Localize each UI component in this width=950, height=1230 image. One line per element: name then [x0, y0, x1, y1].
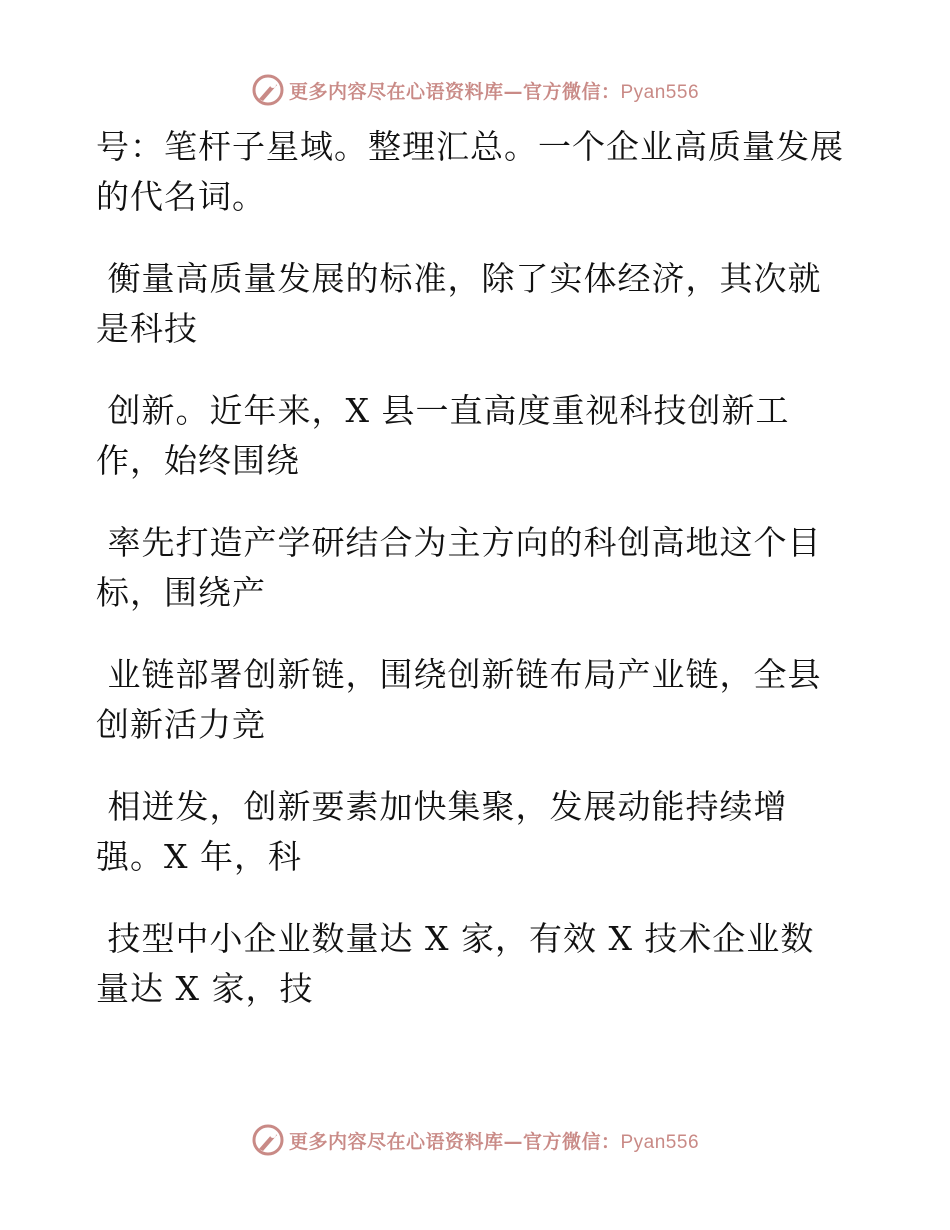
text-line: 作，始终围绕 — [96, 441, 300, 480]
text-line: 标，围绕产 — [96, 573, 266, 612]
paragraph-gap — [96, 222, 896, 254]
document-body — [96, 122, 896, 1014]
paragraph — [96, 122, 896, 222]
header-watermark-text — [289, 77, 699, 104]
text-line: 业链部署创新链，围绕创新链布局产业链，全县 — [96, 655, 822, 694]
paragraph — [96, 914, 896, 1014]
text-line: 量达 X 家，技 — [96, 969, 314, 1008]
text-line: 是科技 — [96, 309, 198, 348]
text-line: 相迸发，创新要素加快集聚，发展动能持续增 — [96, 787, 788, 826]
paragraph — [96, 518, 896, 618]
paragraph-gap — [96, 354, 896, 386]
header-watermark — [0, 70, 950, 110]
header-separator: — — [503, 80, 523, 103]
header-brand-text: 更多内容尽在心语资料库 — [288, 80, 504, 103]
header-wechat-label: 官方微信： — [522, 80, 621, 103]
text-line: 技型中小企业数量达 X 家，有效 X 技术企业数 — [96, 919, 815, 958]
pen-logo-icon — [251, 1123, 285, 1157]
text-line: 的代名词。 — [96, 177, 266, 216]
paragraph-gap — [96, 882, 896, 914]
paragraph — [96, 782, 896, 882]
paragraph — [96, 650, 896, 750]
pen-logo-icon — [251, 73, 285, 107]
footer-separator: — — [503, 1130, 523, 1153]
footer-watermark — [0, 1120, 950, 1160]
paragraph-gap — [96, 618, 896, 650]
text-line: 创新。近年来，X 县一直高度重视科技创新工 — [96, 391, 790, 430]
paragraph — [96, 386, 896, 486]
text-line: 创新活力竞 — [96, 705, 266, 744]
text-line: 衡量高质量发展的标准，除了实体经济，其次就 — [96, 259, 822, 298]
footer-wechat-label: 官方微信： — [522, 1130, 621, 1153]
header-wechat-id: Pyan556 — [620, 81, 700, 103]
paragraph-gap — [96, 486, 896, 518]
footer-watermark-text — [289, 1127, 699, 1154]
paragraph — [96, 254, 896, 354]
text-line: 号：笔杆子星域。整理汇总。一个企业高质量发展 — [96, 127, 844, 166]
footer-brand-text: 更多内容尽在心语资料库 — [288, 1130, 504, 1153]
text-line: 率先打造产学研结合为主方向的科创高地这个目 — [96, 523, 822, 562]
paragraph-gap — [96, 750, 896, 782]
text-line: 强。X 年，科 — [96, 837, 302, 876]
footer-wechat-id: Pyan556 — [620, 1131, 700, 1153]
